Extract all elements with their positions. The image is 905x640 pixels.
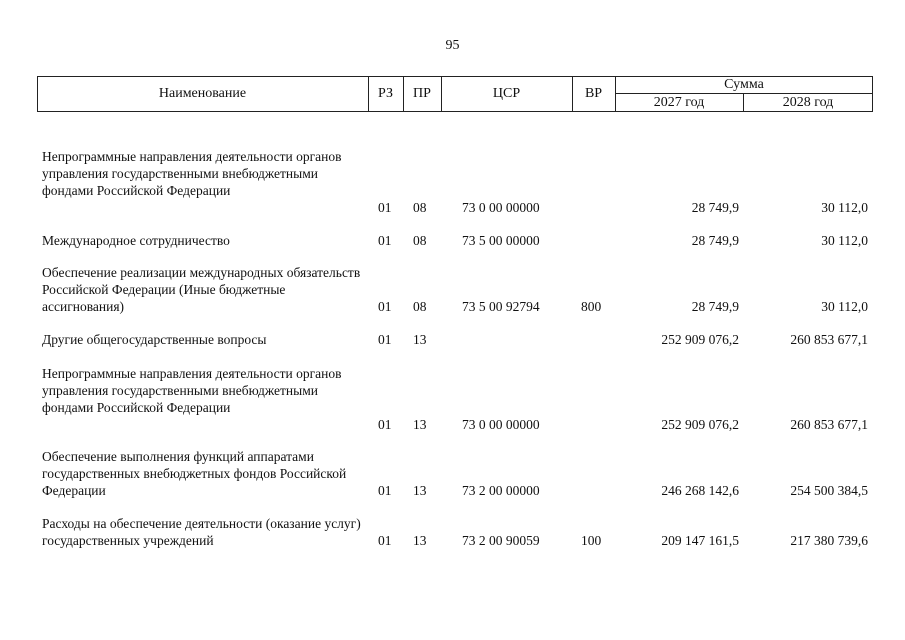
- row-sum-2027: 209 147 161,5: [661, 533, 739, 548]
- header-sum: Сумма: [724, 76, 764, 92]
- row-sum-2027: 28 749,9: [691, 233, 739, 248]
- table-row: [0, 515, 905, 549]
- row-name: Обеспечение реализации международных обязательств Российской Федерации (Иные бюджетные ассигнования): [42, 265, 361, 314]
- row-pr: 08: [413, 233, 427, 248]
- table-row: [0, 331, 905, 348]
- table-row: [0, 365, 905, 433]
- row-pr: 08: [413, 299, 427, 314]
- row-csr: 73 0 00 00000: [462, 200, 540, 215]
- row-rz: 01: [378, 332, 392, 347]
- row-csr: 73 5 00 92794: [462, 299, 540, 314]
- row-rz: 01: [378, 533, 392, 548]
- table-header: [37, 76, 873, 112]
- row-name: Другие общегосударственные вопросы: [42, 332, 267, 347]
- header-vr: ВР: [584, 86, 603, 101]
- header-year-2027: 2027 год: [653, 94, 705, 110]
- row-csr: 73 0 00 00000: [462, 417, 540, 432]
- row-sum-2027: 252 909 076,2: [661, 417, 739, 432]
- row-sum-2028: 254 500 384,5: [790, 483, 868, 498]
- row-pr: 13: [413, 483, 427, 498]
- row-pr: 13: [413, 332, 427, 347]
- row-rz: 01: [378, 200, 392, 215]
- row-csr: 73 2 00 00000: [462, 483, 540, 498]
- row-pr: 08: [413, 200, 427, 215]
- row-pr: 13: [413, 533, 427, 548]
- row-sum-2028: 30 112,0: [821, 233, 868, 248]
- row-sum-2027: 28 749,9: [691, 200, 739, 215]
- row-name: Международное сотрудничество: [42, 233, 230, 248]
- row-sum-2027: 28 749,9: [691, 299, 739, 314]
- header-year-2028: 2028 год: [782, 94, 834, 110]
- row-rz: 01: [378, 299, 392, 314]
- row-name: Непрограммные направления деятельности органов управления государственными внебюджетными фондами Российской Федерации: [42, 149, 342, 198]
- table-row: [0, 264, 905, 315]
- row-csr: 73 5 00 00000: [462, 233, 540, 248]
- row-sum-2027: 246 268 142,6: [661, 483, 739, 498]
- table-row: [0, 448, 905, 499]
- page-number: 95: [445, 38, 460, 53]
- row-sum-2028: 260 853 677,1: [790, 417, 868, 432]
- row-rz: 01: [378, 483, 392, 498]
- row-sum-2028: 260 853 677,1: [790, 332, 868, 347]
- table-row: [0, 232, 905, 249]
- row-sum-2028: 217 380 739,6: [790, 533, 868, 548]
- header-name: Наименование: [158, 86, 247, 101]
- row-vr: 800: [581, 299, 602, 314]
- row-rz: 01: [378, 417, 392, 432]
- row-name: Обеспечение выполнения функций аппаратами государственных внебюджетных фондов Российской Федерации: [42, 449, 347, 498]
- row-name: Расходы на обеспечение деятельности (оказание услуг) государственных учреждений: [42, 516, 361, 548]
- row-pr: 13: [413, 417, 427, 432]
- row-rz: 01: [378, 233, 392, 248]
- row-sum-2028: 30 112,0: [821, 299, 868, 314]
- row-vr: 100: [581, 533, 602, 548]
- row-sum-2027: 252 909 076,2: [661, 332, 739, 347]
- header-pr: ПР: [413, 86, 431, 101]
- row-name: Непрограммные направления деятельности органов управления государственными внебюджетными фондами Российской Федерации: [42, 366, 342, 415]
- row-csr: 73 2 00 90059: [462, 533, 540, 548]
- header-csr: ЦСР: [492, 86, 521, 101]
- header-rz: РЗ: [378, 86, 393, 101]
- table-row: [0, 148, 905, 216]
- row-sum-2028: 30 112,0: [821, 200, 868, 215]
